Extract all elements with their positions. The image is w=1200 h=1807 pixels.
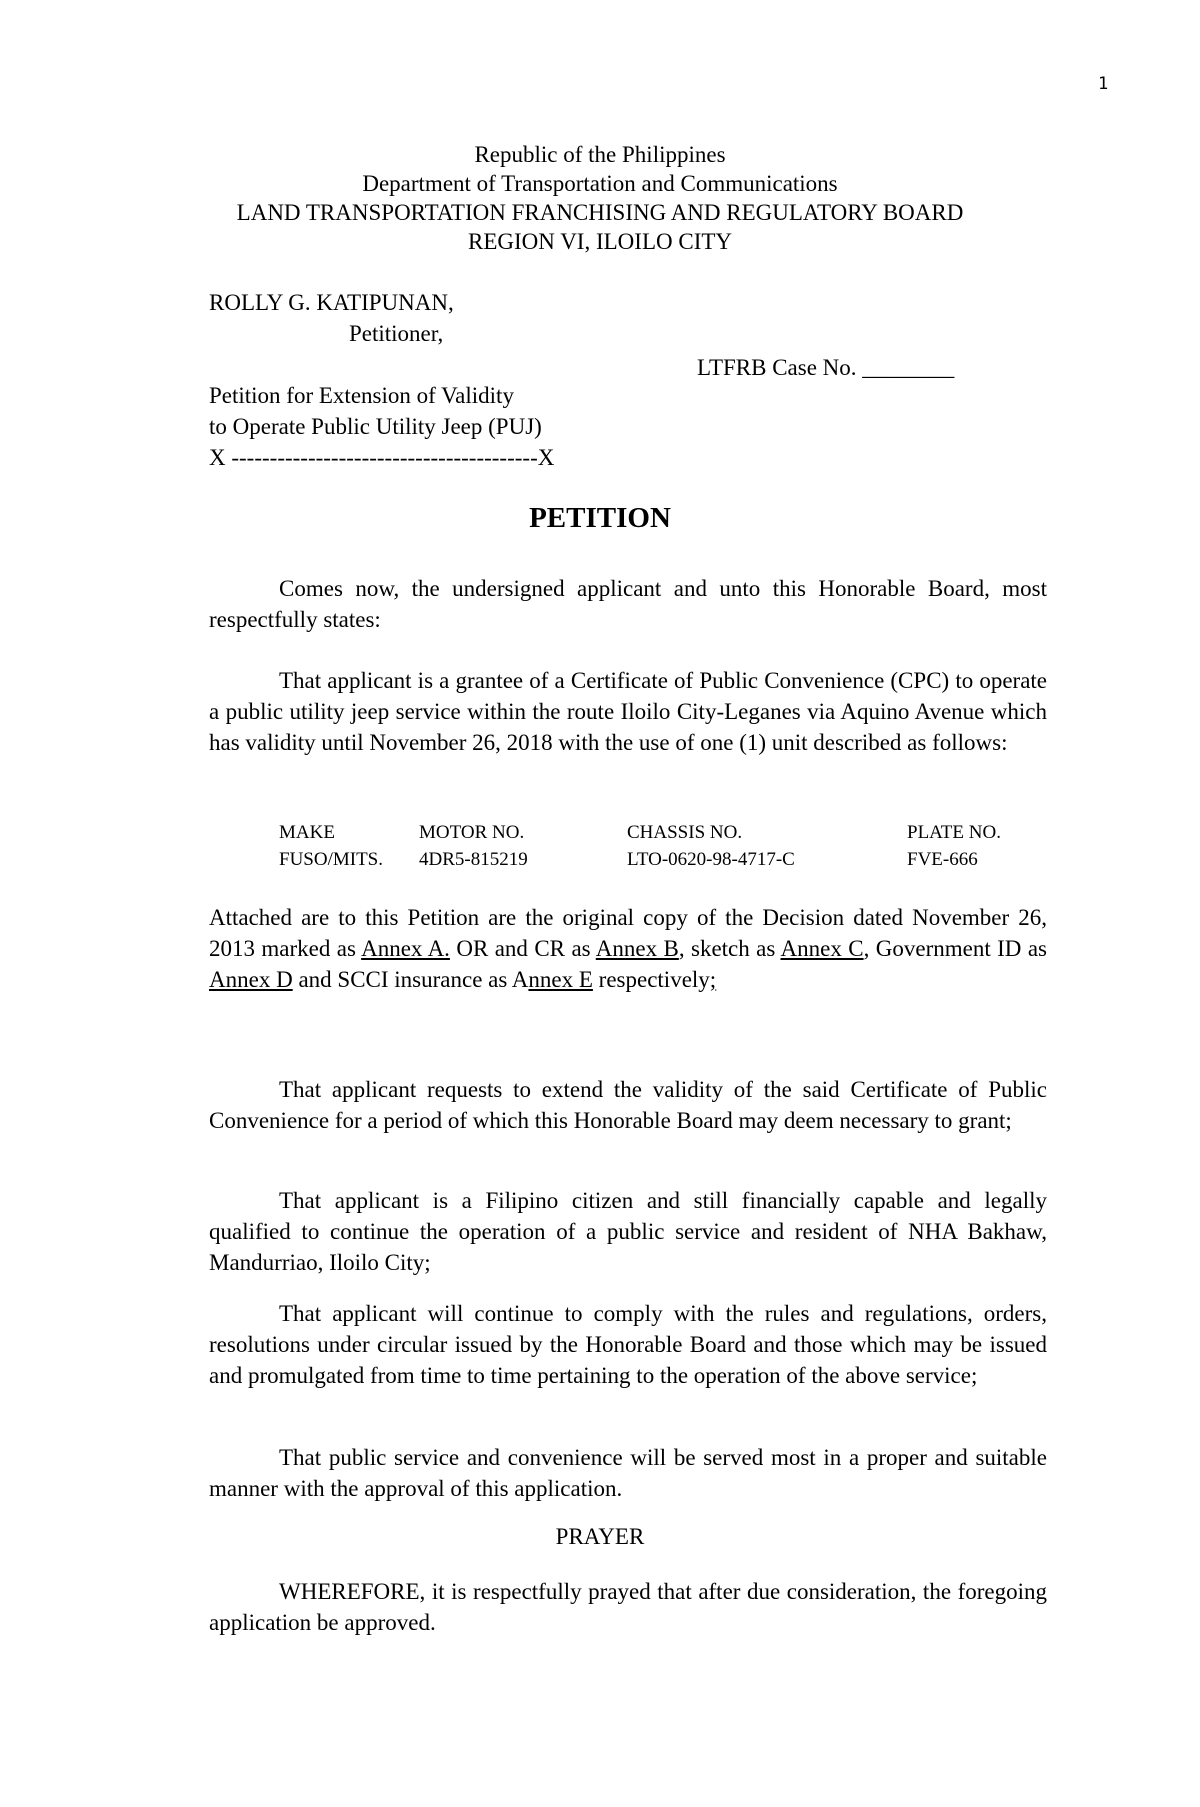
annex-text-2: OR and CR as bbox=[449, 936, 596, 961]
prayer-paragraph: WHEREFORE, it is respectfully prayed that after due consideration, the foregoing application be approved. bbox=[209, 1579, 1047, 1635]
header-line-region: REGION VI, ILOILO CITY bbox=[467, 229, 733, 254]
petitioner-role: Petitioner, bbox=[349, 321, 444, 346]
annex-text-1: Attached are to this Petition are the original copy of the Decision dated November 26, 2013 marked as bbox=[209, 905, 1047, 961]
annex-c-label: Annex C bbox=[780, 936, 864, 961]
public-service-paragraph: That public service and convenience will be served most in a proper and suitable manner with the approval of this application. bbox=[209, 1445, 1047, 1501]
annex-text-5: and SCCI insurance as A bbox=[292, 967, 529, 992]
subject-line-2: to Operate Public Utility Jeep (PUJ) bbox=[209, 414, 542, 439]
table-header-chassis: CHASSIS NO. bbox=[627, 822, 743, 843]
annex-text-4: , Government ID as bbox=[863, 936, 1047, 961]
header-line-department: Department of Transportation and Communications bbox=[362, 171, 838, 196]
petitioner-name: ROLLY G. KATIPUNAN, bbox=[209, 290, 454, 315]
annex-end-mark: ; bbox=[709, 967, 717, 992]
annex-text-6: respectively bbox=[592, 967, 710, 992]
document-title: PETITION bbox=[529, 502, 671, 534]
caption-separator: X ----------------------------------------X bbox=[209, 445, 555, 470]
qualification-paragraph: That applicant is a Filipino citizen and still financially capable and legally qualified to continue the operation of a public service and resident of NHA Bakhaw, Mandurriao, Iloilo City; bbox=[209, 1188, 1047, 1275]
table-cell-plate: FVE-666 bbox=[907, 849, 978, 870]
header-line-board: LAND TRANSPORTATION FRANCHISING AND REGULATORY BOARD bbox=[236, 200, 964, 225]
compliance-paragraph: That applicant will continue to comply with the rules and regulations, orders, resolutions under circular issued by the Honorable Board and those which may be issued and promulgated from time to time pertaining to the operation of the above service; bbox=[209, 1301, 1047, 1388]
prayer-heading: PRAYER bbox=[555, 1524, 645, 1549]
document-header bbox=[0, 140, 1200, 256]
annex-b-label: Annex B bbox=[595, 936, 679, 961]
case-number: LTFRB Case No. ________ bbox=[697, 355, 955, 380]
annex-d-label: Annex D bbox=[209, 967, 293, 992]
annex-text-3: , sketch as bbox=[678, 936, 781, 961]
header-line-republic: Republic of the Philippines bbox=[474, 142, 726, 167]
table-header-make: MAKE bbox=[279, 822, 335, 843]
intro-paragraph: Comes now, the undersigned applicant and unto this Honorable Board, most respectfully states: bbox=[209, 576, 1047, 632]
table-header-plate: PLATE NO. bbox=[907, 822, 1001, 843]
subject-line-1: Petition for Extension of Validity bbox=[209, 383, 514, 408]
table-cell-make: FUSO/MITS. bbox=[279, 849, 383, 870]
annex-paragraph bbox=[209, 902, 1047, 995]
table-cell-motor: 4DR5-815219 bbox=[419, 849, 528, 870]
page-number: 1 bbox=[1098, 74, 1109, 94]
annex-e-label: nnex E bbox=[528, 967, 593, 992]
extension-request-paragraph: That applicant requests to extend the validity of the said Certificate of Public Convenience for a period of which this Honorable Board may deem necessary to grant; bbox=[209, 1077, 1047, 1133]
annex-a-label: Annex A. bbox=[361, 936, 450, 961]
table-cell-chassis: LTO-0620-98-4717-C bbox=[627, 849, 795, 870]
table-header-motor: MOTOR NO. bbox=[419, 822, 525, 843]
cpc-paragraph: That applicant is a grantee of a Certificate of Public Convenience (CPC) to operate a public utility jeep service within the route Iloilo City-Leganes via Aquino Avenue which has validity until November 26, 2018 with the use of one (1) unit described as follows: bbox=[209, 668, 1047, 755]
